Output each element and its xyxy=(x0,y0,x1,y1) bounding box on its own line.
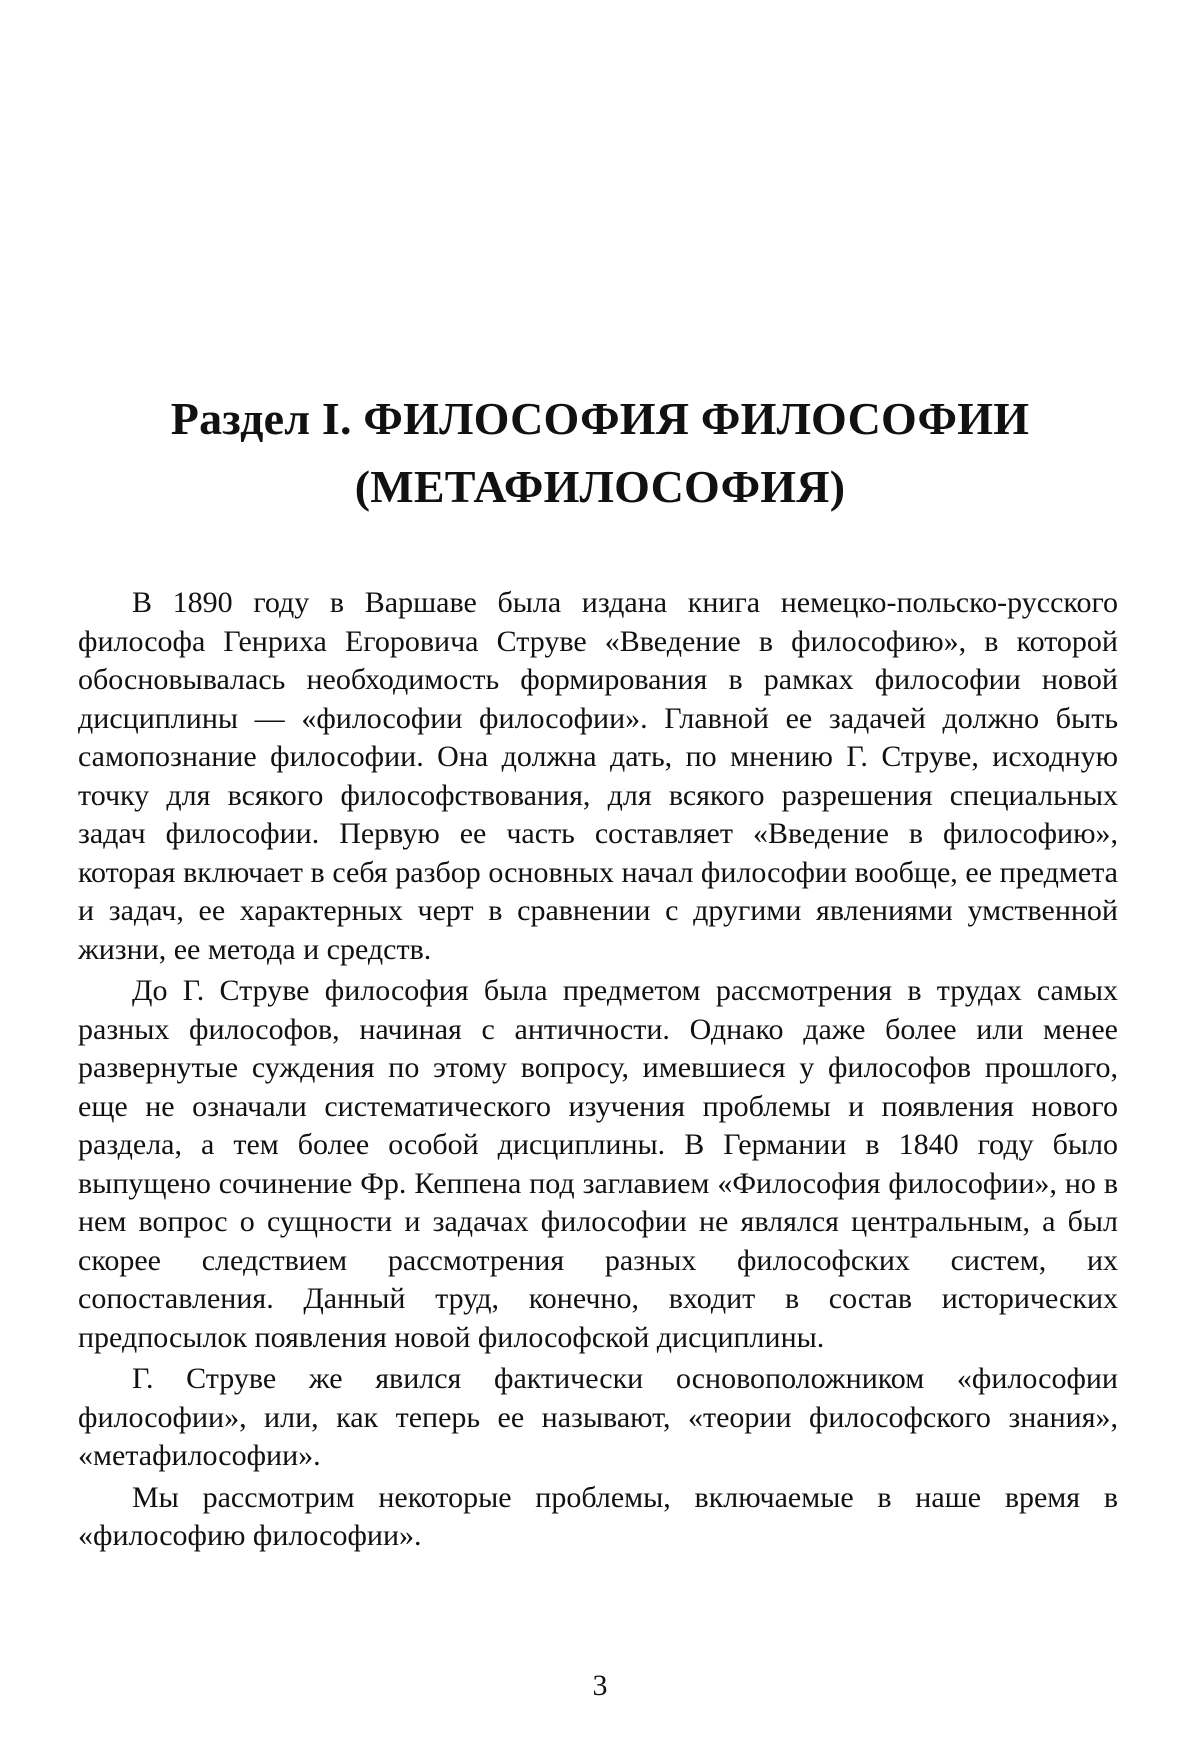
page-number: 3 xyxy=(592,1669,608,1702)
paragraph-3: Г. Струве же явился фактически основоположником «философии философии», или, как теперь ее называют, «теории философского знания», «метафилософии». xyxy=(78,1362,1118,1472)
section-heading-line-1: Раздел I. ФИЛОСОФИЯ ФИЛОСОФИИ xyxy=(170,393,1030,444)
section-heading xyxy=(100,385,1100,521)
paragraph-4: Мы рассмотрим некоторые проблемы, включаемые в наше время в «философию философии». xyxy=(78,1480,1118,1552)
section-heading-line-2: (МЕТАФИЛОСОФИЯ) xyxy=(354,461,846,512)
paragraph-2: До Г. Струве философия была предметом рассмотрения в трудах самых разных философов, начиная с античности. Однако даже более или менее развернутые суждения по этому вопросу, имевшиеся у философов прошлого, еще не означали систематического изучения проблемы и появления нового раздела, а тем более особой дисциплины. В Германии в 1840 году было выпущено сочинение Фр. Кеппена под заглавием «Философия философии», но в нем вопрос о сущности и задачах философии не являлся центральным, а был скорее следствием рассмотрения разных философских систем, их сопоставления. Данный труд, конечно, входит в состав исторических предпосылок появления новой философской дисциплины. xyxy=(78,974,1118,1354)
body-text xyxy=(78,584,1118,1556)
paragraph-1: В 1890 году в Варшаве была издана книга немецко-польско-русского философа Генриха Егоровича Струве «Введение в философию», в которой обосновывалась необходимость формирования в рамках философии новой дисциплины — «философии философии». Главной ее задачей должно быть самопознание философии. Она должна дать, по мнению Г. Струве, исходную точку для всякого философствования, для всякого разрешения специальных задач философии. Первую ее часть составляет «Введение в философию», которая включает в себя разбор основных начал философии вообще, ее предмета и задач, ее характерных черт в сравнении с другими явлениями умственной жизни, ее метода и средств. xyxy=(78,586,1118,966)
